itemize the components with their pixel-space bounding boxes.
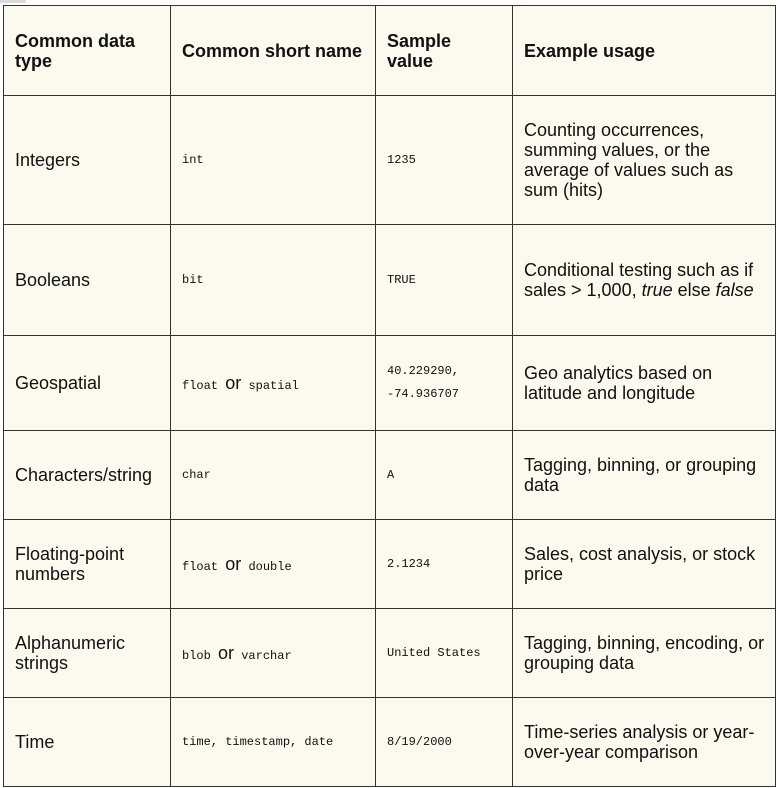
usage-italic-false: false — [715, 280, 754, 300]
cell-usage: Tagging, binning, encoding, or grouping data — [513, 609, 776, 698]
corner-mark — [0, 0, 26, 3]
header-sample-value: Sample value — [376, 6, 513, 96]
short-name-b: varchar — [241, 648, 292, 663]
cell-short-name — [171, 336, 376, 431]
short-name-or: or — [225, 372, 242, 393]
cell-short-name: time, timestamp, date — [171, 698, 376, 787]
cell-usage: Time-series analysis or year-over-year comparison — [513, 698, 776, 787]
cell-usage: Counting occurrences, summing values, or the average of values such as sum (hits) — [513, 96, 776, 225]
sample-line-1: 40.229290, — [387, 364, 460, 378]
short-name-a: float — [182, 378, 219, 393]
sample-line-2: -74.936707 — [387, 387, 460, 401]
table-row — [4, 96, 776, 225]
header-example-usage: Example usage — [513, 6, 776, 96]
cell-short-name — [171, 520, 376, 609]
cell-usage — [513, 225, 776, 336]
cell-short-name — [171, 609, 376, 698]
data-types-table — [3, 5, 776, 787]
cell-sample: 1235 — [376, 96, 513, 225]
table-row — [4, 336, 776, 431]
cell-sample: 2.1234 — [376, 520, 513, 609]
short-name-b: double — [248, 559, 292, 574]
cell-type: Integers — [4, 96, 171, 225]
cell-usage: Sales, cost analysis, or stock price — [513, 520, 776, 609]
cell-type: Time — [4, 698, 171, 787]
table-row — [4, 609, 776, 698]
usage-text: Conditional testing such as if sales > 1,000, — [524, 260, 754, 300]
short-name-or: or — [218, 642, 235, 663]
cell-type: Characters/string — [4, 431, 171, 520]
cell-sample: United States — [376, 609, 513, 698]
cell-short-name: int — [171, 96, 376, 225]
table-row — [4, 225, 776, 336]
table-row — [4, 698, 776, 787]
cell-type: Alphanumeric strings — [4, 609, 171, 698]
cell-type: Floating-point numbers — [4, 520, 171, 609]
cell-usage: Tagging, binning, or grouping data — [513, 431, 776, 520]
short-name-a: blob — [182, 648, 211, 663]
usage-italic-true: true — [641, 280, 673, 300]
cell-type: Booleans — [4, 225, 171, 336]
cell-sample: TRUE — [376, 225, 513, 336]
cell-sample: 8/19/2000 — [376, 698, 513, 787]
cell-usage: Geo analytics based on latitude and longitude — [513, 336, 776, 431]
table-header-row — [4, 6, 776, 96]
short-name-b: spatial — [248, 378, 299, 393]
short-name-a: float — [182, 559, 219, 574]
short-name-or: or — [225, 553, 242, 574]
cell-sample: A — [376, 431, 513, 520]
table-row — [4, 520, 776, 609]
header-common-data-type: Common data type — [4, 6, 171, 96]
cell-sample — [376, 336, 513, 431]
header-common-short-name: Common short name — [171, 6, 376, 96]
cell-short-name: bit — [171, 225, 376, 336]
cell-short-name: char — [171, 431, 376, 520]
table-row — [4, 431, 776, 520]
cell-type: Geospatial — [4, 336, 171, 431]
usage-text-else: else — [672, 280, 716, 300]
